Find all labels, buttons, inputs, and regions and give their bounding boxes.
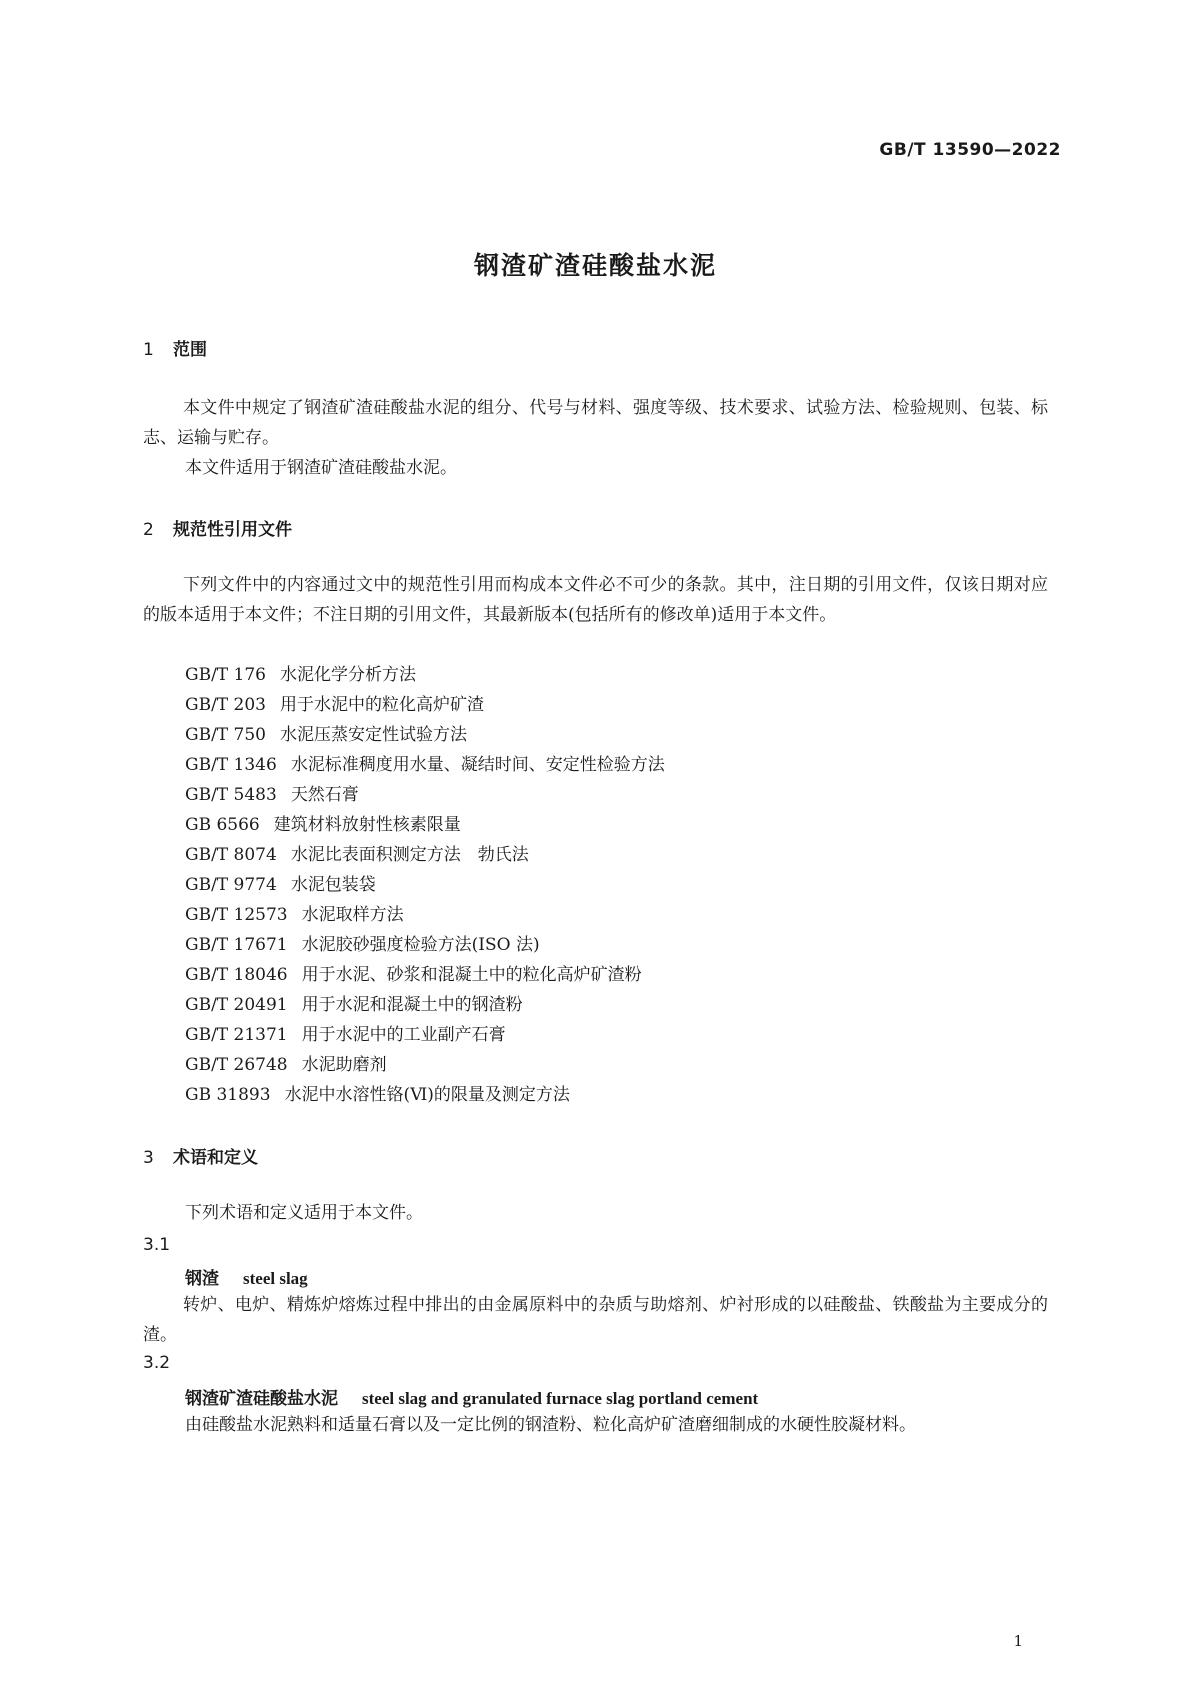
reference-title: 水泥胶砂强度检验方法(ISO 法) xyxy=(301,935,540,955)
reference-code: GB/T 20491 xyxy=(185,995,288,1015)
reference-title: 用于水泥和混凝土中的钢渣粉 xyxy=(301,995,523,1015)
reference-item xyxy=(185,960,642,990)
reference-title: 水泥中水溶性铬(Ⅵ)的限量及测定方法 xyxy=(284,1085,570,1105)
reference-item xyxy=(185,690,484,720)
reference-code: GB/T 750 xyxy=(185,725,266,745)
reference-code: GB/T 5483 xyxy=(185,785,277,805)
section-1-heading xyxy=(143,335,207,360)
section-title: 规范性引用文件 xyxy=(173,520,292,540)
section-number: 2 xyxy=(143,520,154,540)
reference-item xyxy=(185,930,540,960)
reference-code: GB/T 17671 xyxy=(185,935,288,955)
section-title: 范围 xyxy=(173,340,207,360)
reference-item xyxy=(185,1080,570,1110)
scope-paragraph-2: 本文件适用于钢渣矿渣硅酸盐水泥。 xyxy=(185,458,457,478)
section-3-heading xyxy=(143,1143,258,1168)
reference-code: GB/T 21371 xyxy=(185,1025,288,1045)
document-title: 钢渣矿渣硅酸盐水泥 xyxy=(473,251,717,280)
reference-item xyxy=(185,1050,387,1080)
references-intro xyxy=(143,570,1048,630)
reference-title: 水泥助磨剂 xyxy=(301,1055,387,1075)
reference-title: 用于水泥中的工业副产石膏 xyxy=(301,1025,506,1045)
reference-item xyxy=(185,1020,506,1050)
section-title: 术语和定义 xyxy=(173,1148,258,1168)
term-definition xyxy=(143,1290,1048,1350)
reference-item xyxy=(185,720,467,750)
reference-code: GB/T 9774 xyxy=(185,875,277,895)
paragraph-text: 本文件中规定了钢渣矿渣硅酸盐水泥的组分、代号与材料、强度等级、技术要求、试验方法、检验规则、包装、标志、运输与贮存。 xyxy=(143,398,1048,448)
term-definition: 由硅酸盐水泥熟料和适量石膏以及一定比例的钢渣粉、粒化高炉矿渣磨细制成的水硬性胶凝材料。 xyxy=(185,1415,916,1435)
reference-title: 建筑材料放射性核素限量 xyxy=(273,815,461,835)
term-zh: 钢渣矿渣硅酸盐水泥 xyxy=(185,1389,338,1409)
page-number: 1 xyxy=(1013,1632,1023,1650)
paragraph-text: 下列文件中的内容通过文中的规范性引用而构成本文件必不可少的条款。其中，注日期的引用文件，仅该日期对应的版本适用于本文件；不注日期的引用文件，其最新版本(包括所有的修改单)适用于本文件。 xyxy=(143,575,1048,625)
term-number: 3.1 xyxy=(143,1235,171,1255)
reference-item xyxy=(185,990,523,1020)
section-number: 3 xyxy=(143,1148,154,1168)
reference-title: 用于水泥、砂浆和混凝土中的粒化高炉矿渣粉 xyxy=(301,965,642,985)
term-zh: 钢渣 xyxy=(185,1269,219,1289)
reference-item xyxy=(185,810,461,840)
term-heading xyxy=(185,1264,308,1289)
term-number: 3.2 xyxy=(143,1353,171,1373)
reference-code: GB/T 12573 xyxy=(185,905,288,925)
reference-code: GB/T 203 xyxy=(185,695,266,715)
reference-code: GB/T 8074 xyxy=(185,845,277,865)
terms-intro: 下列术语和定义适用于本文件。 xyxy=(185,1203,423,1223)
reference-code: GB/T 1346 xyxy=(185,755,277,775)
reference-title: 用于水泥中的粒化高炉矿渣 xyxy=(280,695,484,715)
reference-item xyxy=(185,840,529,870)
term-heading xyxy=(185,1384,758,1409)
reference-item xyxy=(185,750,665,780)
reference-code: GB/T 26748 xyxy=(185,1055,288,1075)
reference-item xyxy=(185,660,416,690)
reference-code: GB/T 176 xyxy=(185,665,266,685)
reference-title: 水泥压蒸安定性试验方法 xyxy=(280,725,467,745)
reference-title: 水泥化学分析方法 xyxy=(280,665,416,685)
reference-code: GB/T 18046 xyxy=(185,965,288,985)
term-en: steel slag and granulated furnace slag portland cement xyxy=(362,1389,759,1408)
reference-title: 水泥取样方法 xyxy=(301,905,404,925)
reference-title: 水泥包装袋 xyxy=(290,875,376,895)
scope-paragraph-1 xyxy=(143,393,1048,453)
reference-item xyxy=(185,900,404,930)
reference-code: GB 6566 xyxy=(185,815,260,835)
standard-code: GB/T 13590—2022 xyxy=(879,140,1061,160)
reference-title: 天然石膏 xyxy=(290,785,359,805)
section-2-heading xyxy=(143,515,292,540)
paragraph-text: 转炉、电炉、精炼炉熔炼过程中排出的由金属原料中的杂质与助熔剂、炉衬形成的以硅酸盐、铁酸盐为主要成分的渣。 xyxy=(143,1295,1048,1345)
term-en: steel slag xyxy=(243,1269,308,1288)
reference-item xyxy=(185,780,359,810)
reference-title: 水泥比表面积测定方法 勃氏法 xyxy=(290,845,529,865)
reference-item xyxy=(185,870,376,900)
reference-title: 水泥标准稠度用水量、凝结时间、安定性检验方法 xyxy=(290,755,665,775)
reference-code: GB 31893 xyxy=(185,1085,271,1105)
section-number: 1 xyxy=(143,340,154,360)
